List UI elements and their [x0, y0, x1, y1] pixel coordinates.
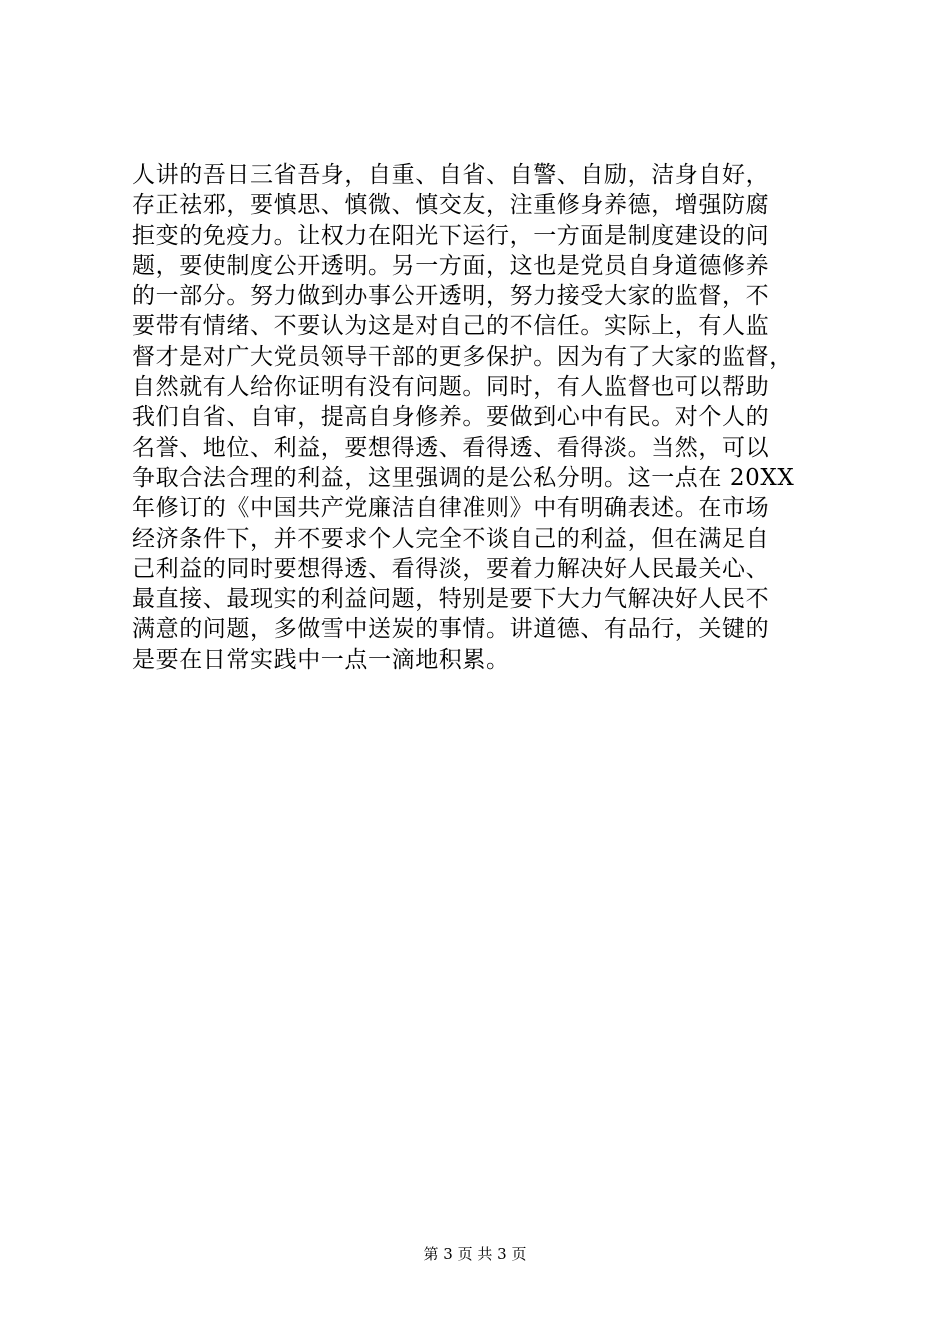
text-line: 是要在日常实践中一点一滴地积累。 — [132, 646, 510, 673]
text-line: 督才是对广大党员领导干部的更多保护。因为有了大家的监督， — [132, 343, 793, 370]
text-line: 自然就有人给你证明有没有问题。同时，有人监督也可以帮助 — [132, 374, 770, 401]
text-line: 己利益的同时要想得透、看得淡，要着力解决好人民最关心、 — [132, 555, 770, 582]
text-line: 的一部分。努力做到办事公开透明，努力接受大家的监督，不 — [132, 283, 770, 310]
text-line: 满意的问题，多做雪中送炭的事情。讲道德、有品行，关键的 — [132, 616, 770, 643]
text-line: 经济条件下，并不要求个人完全不谈自己的利益，但在满足自 — [132, 525, 770, 552]
text-line: 人讲的吾日三省吾身，自重、自省、自警、自励，洁身自好， — [132, 162, 770, 188]
text-line: 最直接、最现实的利益问题，特别是要下大力气解决好人民不 — [132, 586, 770, 613]
page-number: 第 3 页 共 3 页 — [423, 1245, 527, 1263]
text-line: 要带有情绪、不要认为这是对自己的不信任。实际上，有人监 — [132, 313, 770, 340]
text-line: 名誉、地位、利益，要想得透、看得透、看得淡。当然，可以 — [132, 434, 770, 461]
text-line: 年修订的《中国共产党廉洁自律准则》中有明确表述。在市场 — [132, 495, 770, 522]
page-footer — [0, 1244, 950, 1264]
text-line: 题，要使制度公开透明。另一方面，这也是党员自身道德修养 — [132, 252, 770, 279]
text-line: 拒变的免疫力。让权力在阳光下运行，一方面是制度建设的问 — [132, 222, 770, 249]
text-line: 争取合法合理的利益，这里强调的是公私分明。这一点在 20XX — [132, 464, 795, 491]
body-paragraph — [132, 160, 832, 675]
text-line: 我们自省、自审，提高自身修养。要做到心中有民。对个人的 — [132, 404, 770, 431]
text-line: 存正祛邪，要慎思、慎微、慎交友，注重修身养德，增强防腐 — [132, 192, 770, 219]
